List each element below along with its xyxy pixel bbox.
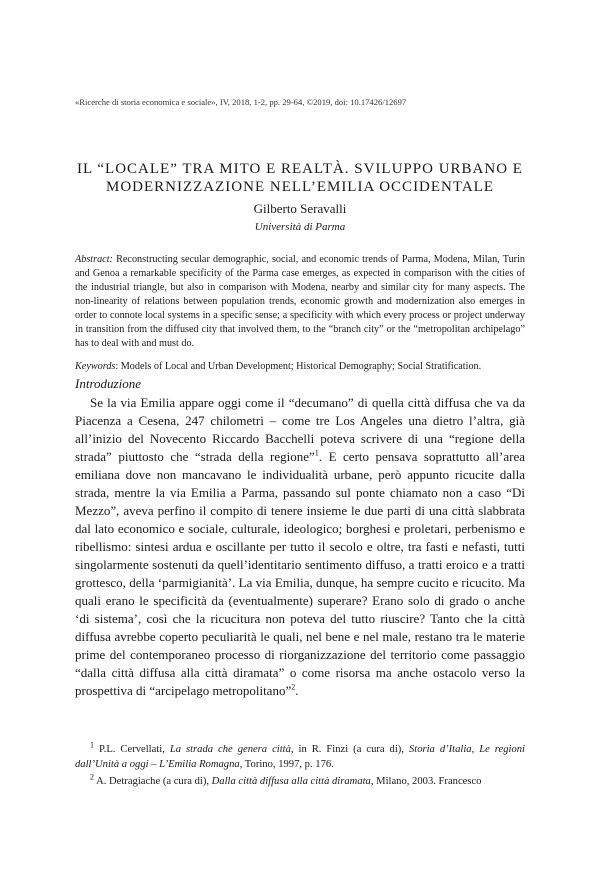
abstract [75,253,525,351]
footnote-1-text-e: , Torino, 1997, p. 176. [239,759,334,770]
footnote-ref-2[interactable]: 2 [291,682,296,692]
abstract-label: Abstract: [75,254,113,265]
body-text-part-2: . E certo pensava soprattutto all’area emiliana dove non mancavano le individualità urbane, però appunto ricucite dalla strada, mentre la via Emilia a Parma, passando sul ponte chiamato non a caso “Di Mezzo”, aveva perfino il compito di tenere insieme le due parti di una città slabbrata dal lato economico e sociale, culturale, ideologico; borghesi e proletari, perbenismo e ribellismo: sintesi ardua e oscillante per tutto il secolo e oltre, tra fasti e nefasti, tutti singolarmente sostenuti da quell’identitario sentimento diffuso, a tratti eroico e a tratti grottesco, della ‘parmigianità’. La via Emilia, dunque, ha sempre cucito e ricucito. Ma quali erano le specificità da (eventualmente) superare? Erano solo di grado o anche ‘di sistema’, così che la ricucitura non poteva del tutto riuscire? Tanto che la città diffusa avrebbe coperto peculiarità le quali, nel bene e nel male, restano tra le materie prime del contemporaneo processo di riorganizzazione del territorio come passaggio “dalla città diffusa alla città diramata” o come risorsa ma anche ostacolo verso la prospettiva di “arcipelago metropolitano” [75,449,526,698]
footnote-1-series-title: Storia d’Italia, Le regioni dall’Unità a oggi – L’Emilia Romagna [75,744,525,770]
footnote-2 [75,774,525,789]
footnote-number-2: 2 [90,772,94,782]
footnote-2-title: Dalla città diffusa alla città diramata [211,776,371,787]
footnote-number-1: 1 [90,740,94,750]
footnote-1-text-c: , in R. Finzi (a cura di), [290,744,409,755]
article-title-line-1: IL “LOCALE” TRA MITO E REALTÀ. SVILUPPO URBANO E [77,161,523,177]
abstract-text: Reconstructing secular demographic, social, and economic trends of Parma, Modena, Milan, Turin and Genoa a remarkable specificity of the Parma case emerges, as expected in comparison with the cities of the industrial triangle, but also in comparison with Modena, nearby and similar city for many aspects. The non-linearity of relations between population trends, economic growth and modernization also emerges in order to connote local systems in a specific sense; a specificity with which every process or project underway in transition from the diffused city that involved them, to the “branch city” or the “metropolitan archipelago” has to deal with and must do. [75,254,525,349]
footnote-2-text-a: A. Detragiache (a cura di), [94,776,212,787]
article-title-line-2: MODERNIZZAZIONE NELL’EMILIA OCCIDENTALE [105,179,495,195]
body-paragraph [75,394,525,700]
keywords-text: : Models of Local and Urban Development; Historical Demography; Social Stratification. [115,361,482,372]
body-text-part-3: . [295,683,299,698]
footnote-2-text-c: , Milano, 2003. Francesco [370,776,482,787]
section-heading: Introduzione [75,376,141,391]
footnote-1-title: La strada che genera città [169,744,291,755]
running-head: «Ricerche di storia economica e sociale», IV, 2018, 1-2, pp. 29-64, ©2019, doi: 10.17426/12697 [75,97,407,107]
keywords-label: Keywords [75,361,116,372]
author-affiliation: Università di Parma [254,221,346,233]
body-text-part-1: Se la via Emilia appare oggi come il “decumano” di quella città diffusa che va da Piacenza a Cesena, 247 chilometri – come tre Los Angeles una dietro l’altra, già all’inizio del Novecento Riccardo Bacchelli poteva scrivere di una “regione della strada” piuttosto che “strada della regione” [75,395,525,464]
footnote-1-text-a: P.L. Cervellati, [94,744,170,755]
footnote-1 [75,742,525,772]
footnote-ref-1[interactable]: 1 [314,448,319,458]
keywords [75,360,525,374]
author-name: Gilberto Seravalli [253,201,347,216]
